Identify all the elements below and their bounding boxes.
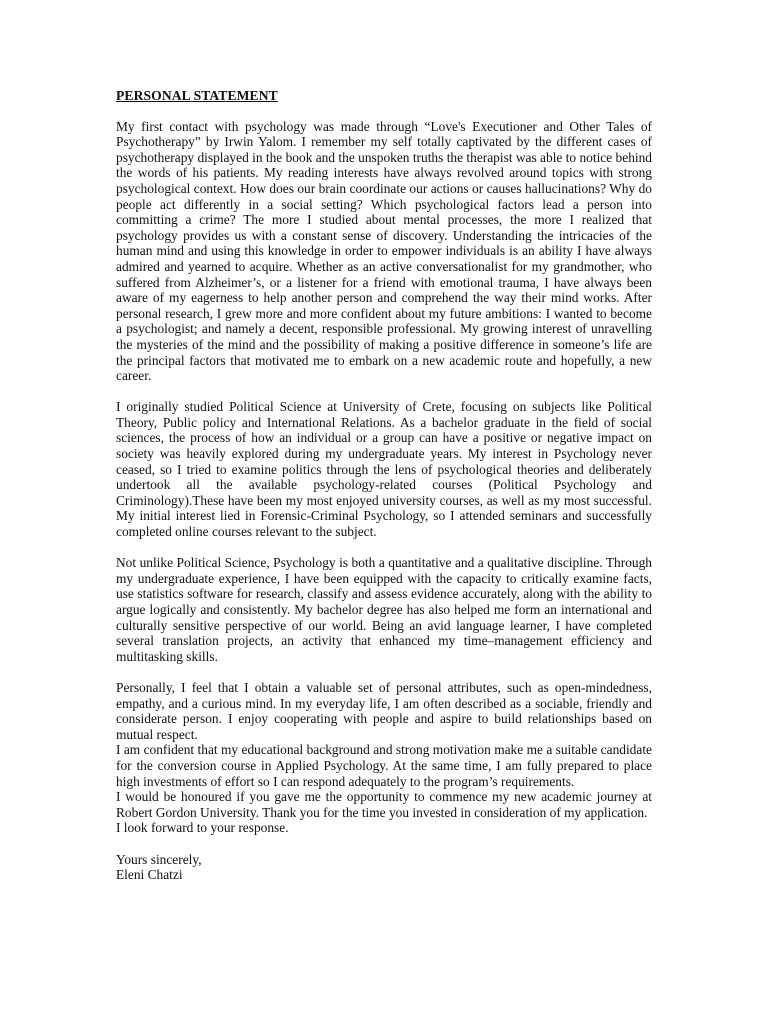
paragraph-look-forward: I look forward to your response. — [116, 820, 289, 836]
paragraph-gratitude: I would be honoured if you gave me the opportunity to commence my new academic journey at Robert Gordon University. Thank you for the time you invested in consideration of my application. — [116, 789, 652, 820]
signature-name: Eleni Chatzi — [116, 867, 183, 883]
document-title: PERSONAL STATEMENT — [116, 88, 278, 103]
paragraph-gap — [116, 384, 652, 400]
paragraph-confidence: I am confident that my educational background and strong motivation make me a suitable candidate for the conversion course in Applied Psychology. At the same time, I am fully prepared to place high investments of effort so I can respond adequately to the program’s requirements. — [116, 742, 652, 789]
paragraph-personal-attributes: Personally, I feel that I obtain a valuable set of personal attributes, such as open-mindedness, empathy, and a curious mind. In my everyday life, I am often described as a sociable, friendly and considerate person. I enjoy cooperating with people and aspire to build relationships based on mutual respect. — [116, 679, 652, 742]
paragraph-motivation: My first contact with psychology was made through “Love's Executioner and Other Tales of Psychotherapy” by Irwin Yalom. I remember my self totally captivated by the different cases of psychotherapy displayed in the book and the unspoken truths the therapist was able to notice behind the words of his patients. My reading interests have always revolved around topics with strong psychological context. How does our brain coordinate our actions or causes hallucinations? Why do people act differently in a social setting? Which psychological factors lead a person into committing a crime? The more I studied about mental processes, the more I realized that psychology provides us with a constant sense of discovery. Understanding the intricacies of the human mind and using this knowledge in order to empower individuals is an ability I have always admired and yearned to acquire. Whether as an active conversationalist for my grandmother, who suffered from Alzheimer’s, or a listener for a friend with emotional trauma, I have always been aware of my eagerness to help another person and comprehend the way their mind works. After personal research, I grew more and more confident about my future ambitions: I wanted to become a psychologist; and namely a decent, responsible professional. My growing interest of unravelling the mysteries of the mind and the possibility of making a positive difference in someone’s life are the principal factors that motivated me to embark on a new academic route and hopefully, a new career. — [116, 118, 652, 384]
paragraph-gap — [116, 540, 652, 556]
paragraph-gap — [116, 664, 652, 680]
personal-statement-document — [116, 88, 652, 883]
paragraph-gap — [116, 836, 652, 852]
paragraph-education: I originally studied Political Science at University of Crete, focusing on subjects like Political Theory, Public policy and International Relations. As a bachelor graduate in the field of social sciences, the process of how an individual or a group can have a positive or negative impact on society was heavily explored during my undergraduate years. My interest in Psychology never ceased, so I tried to examine politics through the lens of psychological theories and deliberately undertook all the available psychology-related courses (Political Psychology and Criminology).These have been my most enjoyed university courses, as well as my most successful. My initial interest lied in Forensic-Criminal Psychology, so I attended seminars and successfully completed online courses relevant to the subject. — [116, 399, 652, 540]
paragraph-skills: Not unlike Political Science, Psychology is both a quantitative and a qualitative discipline. Through my undergraduate experience, I have been equipped with the capacity to critically examine facts, use statistics software for research, classify and assess evidence accurately, along with the ability to argue logically and consistently. My bachelor degree has also helped me form an international and culturally sensitive perspective of our world. Being an avid language learner, I have completed several translation projects, an activity that enhanced my time–management efficiency and multitasking skills. — [116, 555, 652, 664]
closing-salutation: Yours sincerely, — [116, 851, 202, 867]
